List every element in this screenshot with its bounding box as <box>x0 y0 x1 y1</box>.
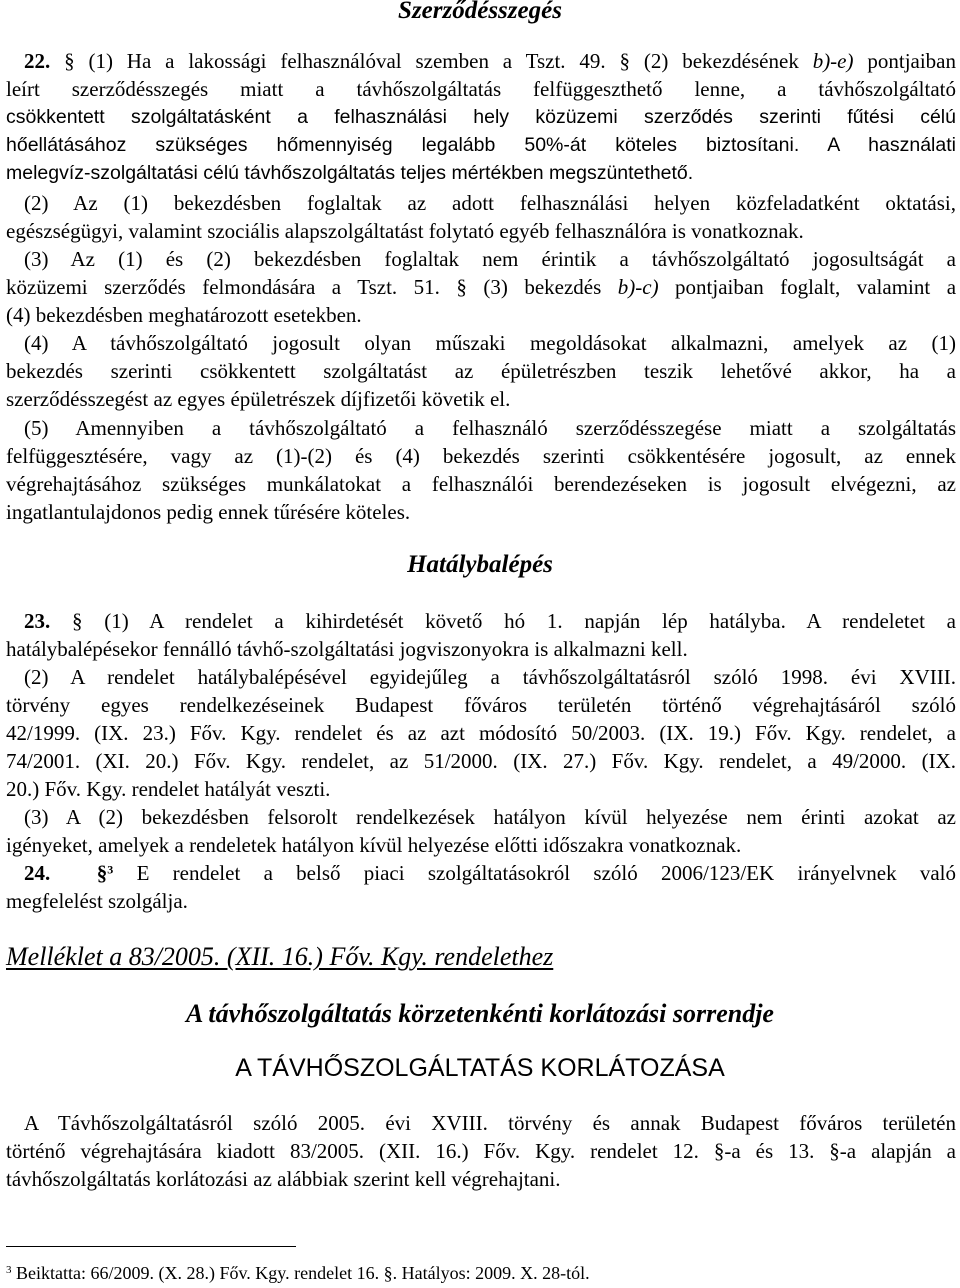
footnote <box>6 1262 590 1284</box>
s23-p2-line-5: 20.) Főv. Kgy. rendelet hatályát veszti. <box>6 777 331 801</box>
annex-caps-heading: A TÁVHŐSZOLGÁLTATÁS KORLÁTOZÁSA <box>235 1054 725 1082</box>
s22-p2-line-1: (2) Az (1) bekezdésben foglaltak az adott felhasználási helyen közfeladatként oktatási, <box>24 191 956 215</box>
section-heading-szerzodesszeges: Szerződésszegés <box>398 0 562 24</box>
s22-p5-line-3: végrehajtásához szükséges munkálatokat a felhasználói berendezéseken is jogosult elvégezni, az <box>6 472 956 496</box>
s23-number: 23. <box>24 609 51 633</box>
s23-line-1: 23. § (1) A rendelet a kihirdetését követő hó 1. napján lép hatályba. A rendeletet a <box>24 609 956 633</box>
annex-body-line-2: történő végrehajtására kiadott 83/2005. (XII. 16.) Főv. Kgy. rendelet 12. §-a és 13. §-a alapján a <box>6 1139 956 1163</box>
s24-line-2: megfelelést szolgálja. <box>6 889 188 913</box>
footnote-divider <box>6 1246 296 1247</box>
s22-p3-line-2: közüzemi szerződés felmondására a Tszt. 51. § (3) bekezdés b)-c) pontjaiban foglalt, valamint a <box>6 275 957 299</box>
s22-p4-line-1: (4) A távhőszolgáltató jogosult olyan műszaki megoldásokat alkalmazni, amelyek az (1) <box>24 331 956 355</box>
s23-p2-line-3: 42/1999. (IX. 23.) Főv. Kgy. rendelet és az azt módosító 50/2003. (IX. 19.) Főv. Kgy. rendelet, a <box>6 721 956 745</box>
section-heading-hatalybalepes: Hatálybalépés <box>407 551 553 578</box>
footnote-number: 3 <box>6 1263 12 1276</box>
s22-number: 22. <box>24 49 51 73</box>
s22-p5-line-1: (5) Amennyiben a távhőszolgáltató a felhasználó szerződésszegése miatt a szolgáltatás <box>24 416 956 440</box>
s22-p3-line-1: (3) Az (1) és (2) bekezdésben foglaltak nem érintik a távhőszolgáltató jogosultságát a <box>24 247 956 271</box>
s22-line-5: melegvíz-szolgáltatási célú távhőszolgáltatás teljes mértékben megszüntethető. <box>6 162 694 184</box>
s22-p3-line-3: (4) bekezdésben meghatározott esetekben. <box>6 303 362 327</box>
s23-p2-line-4: 74/2001. (XI. 20.) Főv. Kgy. rendelet, az 51/2000. (IX. 27.) Főv. Kgy. rendelet, a 49/2000. (IX. <box>6 749 956 773</box>
annex-body-line-3: távhőszolgáltatás korlátozási az alábbiak szerint kell végrehajtani. <box>6 1167 561 1191</box>
s22-line-1: 22. § (1) Ha a lakossági felhasználóval szemben a Tszt. 49. § (2) bekezdésének b)-e) pontjaiban <box>24 49 957 73</box>
s22-line-3: csökkentett szolgáltatásként a felhasználási hely közüzemi szerződés szerinti fűtési célú <box>6 106 956 128</box>
s23-p2-line-2: törvény egyes rendelkezéseinek Budapest főváros területén történő végrehajtásáról szóló <box>6 693 956 717</box>
annex-title: Melléklet a 83/2005. (XII. 16.) Főv. Kgy. rendelethez <box>6 942 554 971</box>
s22-p4-line-3: szerződésszegést az egyes épületrészek díjfizetői követik el. <box>6 387 511 411</box>
s23-p3-line-1: (3) A (2) bekezdésben felsorolt rendelkezések hatályon kívül helyezése nem érinti azokat az <box>24 805 956 829</box>
s23-p2-line-1: (2) A rendelet hatálybalépésével egyidejűleg a távhőszolgáltatásról szóló 1998. évi XVIII. <box>24 665 956 689</box>
s23-line-2: hatálybalépésekor fennálló távhő-szolgáltatási jogviszonyokra is alkalmazni kell. <box>6 637 688 661</box>
s22-p5-line-4: ingatlantulajdonos pedig ennek tűrésére köteles. <box>6 500 411 524</box>
s22-p4-line-2: bekezdés szerinti csökkentett szolgáltatást az épületrészben teszik lehetővé akkor, ha a <box>6 359 956 383</box>
s22-p5-line-2: felfüggesztésére, vagy az (1)-(2) és (4) bekezdés szerinti csökkentésére jogosult, az ennek <box>6 444 956 468</box>
footnote-text: Beiktatta: 66/2009. (X. 28.) Főv. Kgy. rendelet 16. §. Hatályos: 2009. X. 28-tól. <box>11 1263 590 1283</box>
s23-p3-line-2: igényeket, amelyek a rendeletek hatályon kívül helyezése előtti időszakra vonatkoznak. <box>6 833 742 857</box>
s24-line-1: 24. §$^3$ E rendelet a belső piaci szolgáltatásokról szóló 2006/123/EK irányelvnek való <box>24 861 956 885</box>
s22-line-2: leírt szerződésszegés miatt a távhőszolgáltatás felfüggeszthető lenne, a távhőszolgáltató <box>6 77 956 101</box>
s22-p2-line-2: egészségügyi, valamint szociális alapszolgáltatást folytató egyéb felhasználóra is vonatkoznak. <box>6 219 804 243</box>
annex-subtitle: A távhőszolgáltatás körzetenkénti korlátozási sorrendje <box>186 999 774 1028</box>
annex-body-line-1: A Távhőszolgáltatásról szóló 2005. évi XVIII. törvény és annak Budapest főváros területén <box>24 1111 956 1135</box>
s22-line-4: hőellátásához szükséges hőmennyiség legalább 50%-át köteles biztosítani. A használati <box>6 134 956 156</box>
footnote-ref: 3 <box>107 862 114 877</box>
s24-number: 24. <box>24 861 51 885</box>
